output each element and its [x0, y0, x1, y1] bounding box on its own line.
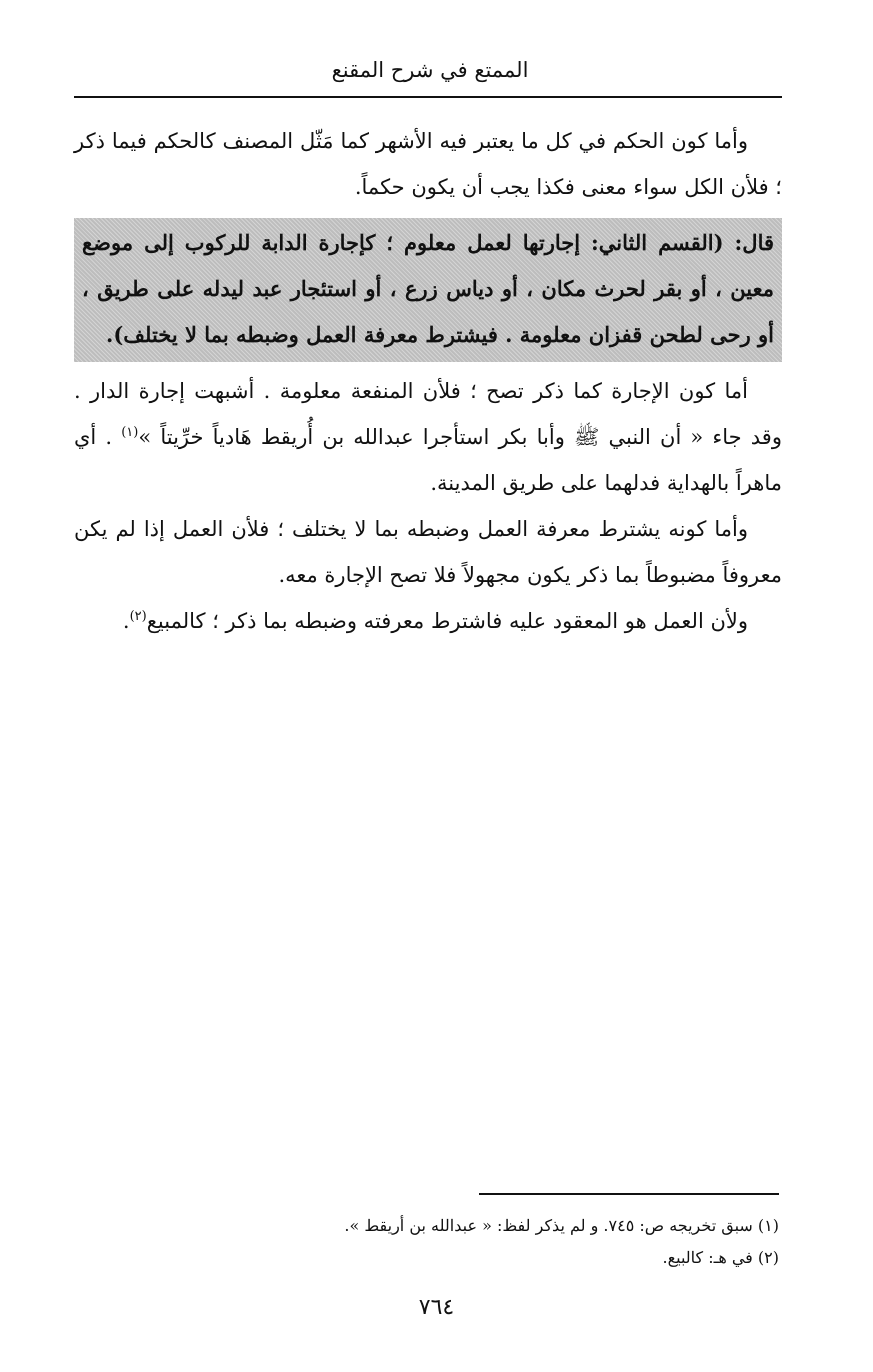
main-text: [74, 118, 782, 644]
paragraph-1: وأما كون الحكم في كل ما يعتبر فيه الأشهر كما مَثّل المصنف كالحكم فيما ذكر ؛ فلأن الكل سواء معنى فكذا يجب أن يكون حكماً.: [74, 129, 782, 199]
page-number: ٧٦٤: [418, 1295, 455, 1320]
highlighted-quote: قال: (القسم الثاني: إجارتها لعمل معلوم ؛ كإجارة الدابة للركوب إلى موضع معين ، أو بقر لحرث مكان ، أو دياس زرع ، أو استئجار عبد ليدله على طريق ، أو رحى لطحن قفزان معلومة . فيشترط معرفة العمل وضبطه بما لا يختلف).: [74, 218, 782, 362]
paragraph-2-text-continued: . أي ماهراً بالهداية فدلهما على طريق المدينة.: [74, 425, 782, 495]
paragraph-4-text: ولأن العمل هو المعقود عليه فاشترط معرفته وضبطه بما ذكر ؛ كالمبيع: [146, 609, 748, 633]
running-header: الممتع في شرح المقنع: [331, 58, 529, 82]
header-rule: [74, 96, 782, 98]
paragraph-3: وأما كونه يشترط معرفة العمل وضبطه بما لا يختلف ؛ فلأن العمل إذا لم يكن معروفاً مضبوطاً بما ذكر يكون مجهولاً فلا تصح الإجارة معه.: [74, 517, 782, 587]
footnote-ref-2[interactable]: (٢): [129, 609, 147, 624]
paragraph-2-text: أما كون الإجارة كما ذكر تصح ؛ فلأن المنفعة معلومة . أشبهت إجارة الدار . وقد جاء « أن النبي ﷺ وأبا بكر استأجرا عبدالله بن أُريقط هَادياً خرِّيتاً »: [74, 379, 782, 449]
footnote-1: (١) سبق تخريجه ص: ٧٤٥. و لم يذكر لفظ: « عبدالله بن أريقط ».: [344, 1216, 779, 1235]
footnote-ref-1[interactable]: (١): [121, 425, 139, 440]
footnotes: [159, 1210, 779, 1274]
footnote-2: (٢) في هـ: كالبيع.: [662, 1248, 779, 1267]
paragraph-2: [74, 368, 782, 506]
footnote-rule: [479, 1193, 779, 1195]
paragraph-4: [74, 598, 782, 644]
paragraph-4-text-end: .: [122, 609, 130, 633]
